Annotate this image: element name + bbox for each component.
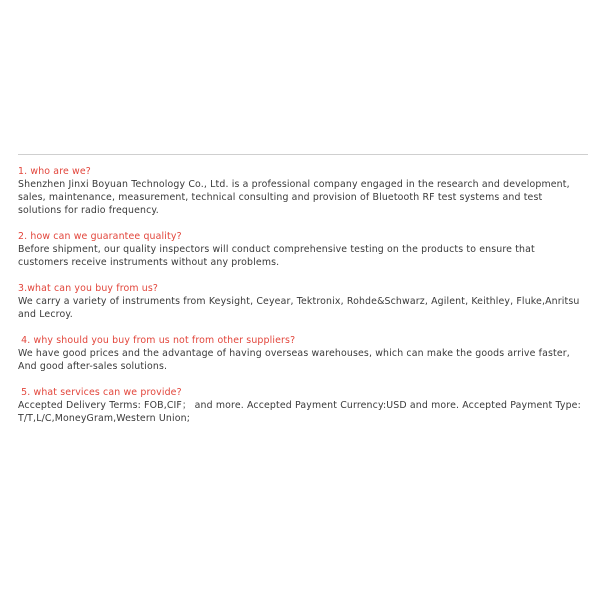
faq-question: 5. what services can we provide? — [18, 387, 182, 398]
faq-section — [18, 165, 583, 438]
faq-item-products — [18, 282, 583, 321]
faq-question: 4. why should you buy from us not from other suppliers? — [18, 335, 296, 346]
divider-line — [18, 154, 588, 155]
faq-question: 3.what can you buy from us? — [18, 283, 159, 294]
faq-question: 2. how can we guarantee quality? — [18, 231, 182, 242]
faq-item-services — [18, 386, 583, 425]
faq-answer: Accepted Delivery Terms: FOB,CIF； and more. Accepted Payment Currency:USD and more. Accepted Payment Type: T/T,L/C,MoneyGram,Western Union; — [18, 400, 581, 424]
faq-item-why-us — [18, 334, 583, 373]
faq-item-quality — [18, 230, 583, 269]
faq-answer: We carry a variety of instruments from Keysight, Ceyear, Tektronix, Rohde&Schwarz, Agilent, Keithley, Fluke,Anritsu and Lecroy. — [18, 296, 580, 320]
faq-answer: Before shipment, our quality inspectors will conduct comprehensive testing on the products to ensure that customers receive instruments without any problems. — [18, 244, 535, 268]
faq-item-who-are-we — [18, 165, 583, 217]
faq-answer: We have good prices and the advantage of having overseas warehouses, which can make the goods arrive faster, And good after-sales solutions. — [18, 348, 570, 372]
faq-question: 1. who are we? — [18, 166, 91, 177]
faq-answer: Shenzhen Jinxi Boyuan Technology Co., Ltd. is a professional company engaged in the research and development, sales, maintenance, measurement, technical consulting and provision of Bluetooth RF test systems and test solutions for radio frequency. — [18, 179, 570, 216]
